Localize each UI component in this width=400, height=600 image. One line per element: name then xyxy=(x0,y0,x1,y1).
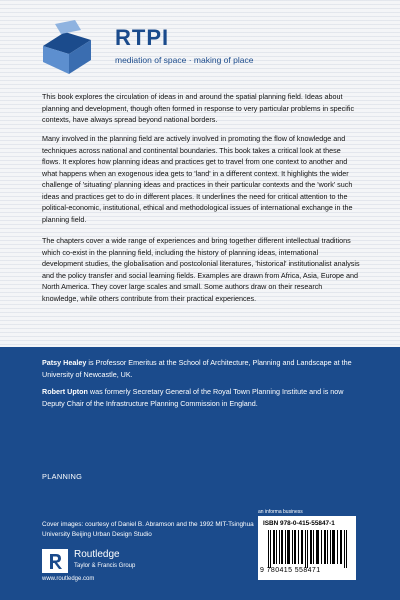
rtpi-tagline: mediation of space · making of place xyxy=(115,55,254,65)
author-name: Patsy Healey xyxy=(42,358,87,367)
publisher-name: Routledge xyxy=(74,549,120,560)
publisher-group: Taylor & Francis Group xyxy=(74,563,136,569)
informa-note: an informa business xyxy=(258,509,303,515)
author-name: Robert Upton xyxy=(42,387,88,396)
barcode-icon xyxy=(266,530,350,568)
publisher-url: www.routledge.com xyxy=(42,576,95,582)
routledge-logo-icon xyxy=(42,549,68,573)
cover-credit: Cover images: courtesy of Daniel B. Abramson and the 1992 MIT-Tsinghua University Beijing Urban Design Studio xyxy=(42,521,254,538)
author-bio-text: is Professor Emeritus at the School of Architecture, Planning and Landscape at the University of Newcastle, UK. xyxy=(42,358,352,379)
author-bio-2 xyxy=(42,386,360,409)
rtpi-logo-icon xyxy=(37,18,99,76)
subject-category: PLANNING xyxy=(42,472,83,481)
blurb-paragraph-3: The chapters cover a wide range of experiences and bring together different intellectual traditions which co-exist in the planning field, including the history of planning ideas, international development studies, the globalisation and postcolonial literatures, 'historical' institutionalist analysis and the policy transfer and social learning fields. Examples are drawn from Africa, Asia, Europe and North America. They cover large scales and small. Some authors draw on their research knowledge, while others contribute from their practical experiences. xyxy=(42,236,360,303)
barcode-box xyxy=(258,516,356,580)
author-bio-1 xyxy=(42,357,360,380)
blurb-paragraph-1: This book explores the circulation of ideas in and around the spatial planning field. Ideas about planning and development, though often formed in response to very particular problems in specific contexts, have always spread beyond national borders. xyxy=(42,92,355,124)
barcode-number: 9 780415 558471 xyxy=(260,567,321,574)
isbn-text: ISBN 978-0-415-55847-1 xyxy=(263,520,335,527)
blurb-paragraph-2: Many involved in the planning field are actively involved in promoting the flow of knowledge and techniques across national and continental boundaries. This book takes a critical look at these flows. It explores how planning ideas and practices get to travel from one context to another and what happens when an exogenous idea gets to 'land' in a different context. It highlights the wider challenge of 'situating' planning ideas and practices in their particular contexts and the 'work' such ideas and practices get to do in different places. It underlines the need for critical attention to the political-economic, institutional, ethical and methodological issues of international exchange in the planning field. xyxy=(42,134,353,224)
rtpi-title: RTPI xyxy=(115,25,170,50)
author-bio-text: was formerly Secretary General of the Royal Town Planning Institute and is now Deputy Chair of the Infrastructure Planning Commission in England. xyxy=(42,387,344,408)
